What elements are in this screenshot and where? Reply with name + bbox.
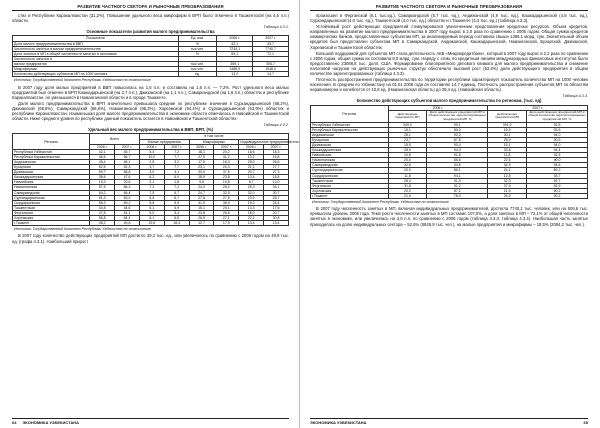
table-cell: 94,6 [427,163,488,168]
table-cell: 94,4 [527,148,588,153]
table-cell: 10,0 [139,154,164,159]
table-cell: 19,3 [90,180,115,185]
table-cell: 391,9 [488,122,527,127]
table-cell: 48,2 [90,221,115,226]
table-cell: 11,8 [388,173,427,178]
table-cell: 25,9 [488,193,527,198]
table-active-entities [310,105,588,199]
table-cell: 86,5 [427,158,488,163]
right-page [300,0,600,428]
table-cell: 17,5 [189,159,214,164]
table-cell: 6,9 [164,175,189,180]
table-cell: 24,7 [189,190,214,195]
row-label: Микрофирмах [13,67,179,72]
table-cell: 27,3 [264,170,289,175]
table-cell: 16,8 [264,154,289,159]
table-cell: 30,1 [488,132,527,137]
row-label: Сырдарьинская [311,173,389,178]
table-cell: 7,2 [139,185,164,190]
table-cell: 93,7 [527,173,588,178]
table-cell: 13,4 [239,221,264,226]
row-label: Кашкадарьинская [13,175,90,180]
table-cell: 32,6 [388,163,427,168]
footer-title: ЭКОНОМИКА УЗБЕКИСТАНА [310,420,367,425]
row-label: Джизакская [311,142,389,147]
table-cell: 28,7 [264,195,289,200]
table-cell: 52,3 [115,165,140,170]
running-head: РАЗВИТИЕ ЧАСТНОГО СЕКТОРА И РЫНОЧНЫЕ ПРЕОБРАЗОВАНИЯ [310,4,588,11]
table-cell: 12,8 [488,173,527,178]
table-cell: 2,8 [164,180,189,185]
row-label: Ташкентская [13,205,90,210]
table-cell: 16,9 [488,127,527,132]
table-cell: 94,1 [427,173,488,178]
table-cell: 90,2 [527,193,588,198]
table-cell: 26,0 [214,185,239,190]
table-cell: 69,1 [217,51,253,56]
table-cell: 24,1 [488,168,527,173]
table-cell: 21,6 [488,188,527,193]
table-cell: 21,6 [388,193,427,198]
table-cell: 5,1 [139,205,164,210]
table-cell: 56,8 [90,215,115,220]
paragraph: В 2007 году численность занятых в МП, включая индивидуальных предпринимателей, достигла 7740,1 тыс. человек, или на 506,6 тыс. превысила уровень 2006 года. Темп роста численности занятых в МП составил 107,0%, а доля занятых в МП – 72,1% от общей численности занятых в экономике, или увеличилась на 3,0 п.п. по сравнению с 2006 годом (таблица 4.3.3, таблица 4.3.4). Наибольшая часть занятых приходилась на долю индивидуальных сектора – 52,6% (5848,9 тыс. чел.), на малые предприятия и микрофирмы – 19,5% (2094,2 тыс. чел.). [310,206,588,227]
table-cell: 13,2 [239,154,264,159]
table-cell: 45,4 [90,159,115,164]
row-label: Доля малого предпринимательства в ВВП [13,41,179,46]
table-cell: % [178,51,217,56]
row-label: Численность занятых в малом предпринимательстве [13,46,179,51]
table-cell: 2,8 [139,159,164,164]
table-cell: 91,0 [427,178,488,183]
table-cell: 15,1 [189,205,214,210]
row-label: Андижанская [311,132,389,137]
page-number: 65 [583,420,588,425]
table-cell: 34,5 [90,205,115,210]
row-label: Джизакская [13,170,90,175]
row-label: Республика Каракалпакстан [311,127,389,132]
column-header: Регионы [13,134,90,149]
table-cell: 34,1 [264,185,289,190]
row-label: Ферганская [311,183,389,188]
table-cell: 52,5 [90,165,115,170]
table-cell: 3,7 [139,165,164,170]
table-cell: 12,0 [264,180,289,185]
table-cell: 93,5 [527,127,588,132]
table-cell: 27,7 [264,165,289,170]
paragraph: Устойчивый рост действующих предприятий стимулировался увеличением представления кредитных ресурсов. Объем кредитов, направленных на развитие малого предпринимательства в 2007 году вырос в 2,0 раза по сравнению с 2006 годом. Общая сумма кредитов коммерческих банков, предоставленных субъектам МП, за анализируемый период составила свыше 1396,1 млрд. сум. Значительный объем кредитов был предоставлен субъектам МП в Самаркандской, Андижанской, Кашкадарьинской, Наманганской, Бухарской, Джизакской, Хорезмской и Ташкентской областях. [310,24,588,50]
year-header: 2007 г. [264,144,289,149]
table-cell: 18,6 [239,149,264,154]
table-cell: 21,1 [239,165,264,170]
table-cell: 7234,1 [217,46,253,51]
table-cell: 92,7 [527,178,588,183]
row-label: Республика Узбекистан [13,149,90,154]
table-cell: 90,5 [527,137,588,142]
table-cell: 15,5 [388,142,427,147]
table-cell: 13,4 [239,175,264,180]
table-cell: 23,8 [214,175,239,180]
table-cell: 64,2 [90,190,115,195]
table-cell: 92,9 [527,183,588,188]
row-label: Сурхандарьинская [13,195,90,200]
table-cell: 306,7 [253,61,289,66]
table-cell: 94,3 [427,148,488,153]
row-label: Ферганская [13,210,90,215]
table-cell: 17,5 [264,205,289,210]
table-cell: 66,3 [115,185,140,190]
row-label: Наманганская [311,158,389,163]
column-header: Индивидуальные предприниматели [240,139,299,144]
year-header: 2007 г. [115,144,140,149]
table-cell: 69,2 [115,200,140,205]
table-cell: 12,7 [189,221,214,226]
table-cell: 24,4 [264,200,289,205]
table-cell: тыс.чел. [178,46,217,51]
table-cell: 18,3 [164,221,189,226]
table-cell: 34,9 [488,163,527,168]
column-header: в том числе [139,134,288,139]
row-label: Хорезмская [13,215,90,220]
table-cell: 89,0 [427,127,488,132]
table-cell: 1488,9 [217,67,253,72]
row-label: г.Ташкент [311,193,389,198]
table-cell: 7740,7 [253,46,289,51]
footer-title: ЭКОНОМИКА УЗБЕКИСТАНА [22,420,79,425]
row-label: Ташкентская [311,178,389,183]
table-cell: 57,5 [90,185,115,190]
row-label: Самаркандская [13,190,90,195]
table-cell: 90,1 [427,122,488,127]
table-cell: 25,0 [239,159,264,164]
column-header: 2007 г. [488,105,588,110]
column-header: Действующие предприятия МП [488,110,527,122]
table-cell: 20,0 [388,158,427,163]
table-cell: 44,6 [115,205,140,210]
table-cell: 64,4 [115,215,140,220]
table-cell: 45,7 [115,149,140,154]
paragraph: произошел в Ферганской (6,1 тыс.ед.), Самаркандской (5,7 тыс. ед.), Андижанской (4,9 тыс. ед.), Кашкадарьинской (4,8 тыс. ед.), Сурхандарьинской (4,0 тыс. ед.), Ташкентской (4,0 тыс. ед.) областях и г.Ташкенте (4,3 тыс. ед.) (таблица 4.3.3). [310,13,588,24]
table-cell: 68,8 [115,170,140,175]
row-label: Доля занятых в МП в общей численности занятых в экономике [13,51,179,56]
table-cell: 20,7 [239,170,264,175]
table-cell: 13,3 [239,205,264,210]
table-cell: 87,5 [427,137,488,142]
table-cell: 32,0 [239,190,264,195]
table-cell: 20,0 [388,168,427,173]
table-cell: 20,6 [115,180,140,185]
table-cell: 5,9 [164,200,189,205]
table-cell: 37,5 [214,170,239,175]
table-cell: 16,1 [488,142,527,147]
table-cell: 47,8 [90,210,115,215]
year-header: 2006 г. [90,144,115,149]
table-cell: 7,5 [139,190,164,195]
table-cell: 18,1 [189,149,214,154]
table-cell: 5,4 [139,149,164,154]
table-cell: 7,7 [164,165,189,170]
table-cell: 5,4 [164,210,189,215]
table-cell: 6,7 [164,195,189,200]
table-cell: 56,7 [115,154,140,159]
row-label: Самаркандская [311,163,389,168]
table-cell: 6,9 [164,205,189,210]
table-cell: 91,6 [427,153,488,158]
table-sme-share [12,133,299,226]
row-label: Республика Узбекистан [311,122,389,127]
table-cell: 31,8 [388,183,427,188]
row-label: Навоийская [311,153,389,158]
table-cell: 90,4 [427,142,488,147]
table-cell: 20,1 [214,205,239,210]
year-header: 2006 г. [189,144,214,149]
table-cell: 14,7 [253,72,289,77]
page-footer [310,418,588,425]
table-cell: 63,9 [115,195,140,200]
table-cell: 90,0 [527,158,588,163]
table-cell: 25,3 [239,185,264,190]
paragraph: стях и Республике Каракалпакстан (31,2%). Повышение удельного веса микрофирм в ВРП было отмечено в Ташкентской (на 4,6 п.п.) области. [12,13,289,24]
table-cell: 56,3 [90,200,115,205]
table-cell: 18,3 [264,149,289,154]
table-cell: 7,2 [164,149,189,154]
table-cell: 27,5 [189,154,214,159]
table-cell: 22,2 [239,215,264,220]
table-title: Количество действующих субъектов малого предпринимательства по регионам, (тыс. ед) [356,97,542,103]
table-cell: 46,6 [90,154,115,159]
table-cell: 32,0 [214,190,239,195]
page-footer [12,418,289,425]
table-cell: 38,6 [90,175,115,180]
table-source: Источник: Государственный Комитет Республики Узбекистан по статистике [14,227,151,232]
row-label: Андижанская [13,159,90,164]
table-cell: ед. [178,72,217,77]
table-cell: 3,0 [139,170,164,175]
year-header: 2006 г. [139,144,164,149]
row-label: Навоийская [13,180,90,185]
table-cell: 23,1 [189,165,214,170]
table-cell: 6,1 [139,215,164,220]
table-cell: 28,9 [388,148,427,153]
row-label: малом предприятии [13,61,179,66]
table-cell: 20,2 [214,149,239,154]
table-cell: 59,7 [90,170,115,175]
table-cell: 94,6 [527,163,588,168]
year-header: 2007 г. [164,144,189,149]
column-header: Регионы [311,105,389,122]
table-cell: 86,1 [427,168,488,173]
table-row [311,193,588,198]
table-cell: 13,4 [264,221,289,226]
table-cell: 30,7 [264,190,289,195]
table-cell: 349,0 [388,122,427,127]
table-cell: 13,2 [217,72,253,77]
table-cell: 45,7 [253,41,289,46]
column-header: Доля действующих предприятий МП в общем количестве зарегистрированных предприятий МП, % [428,109,487,121]
table-cell: 92,8 [527,122,588,127]
table-cell: 32,3 [488,178,527,183]
table-cell: 66,4 [115,190,140,195]
column-header: Микрофирмы [189,139,239,144]
table-cell: 26,5 [189,215,214,220]
table-source: Источник: Государственный Комитет Республики Узбекистан по статистике [312,199,449,204]
table-cell: 20,7 [264,210,289,215]
table-cell: 7,2 [164,185,189,190]
table-cell: 28,3 [388,178,427,183]
column-header: Действующие предприятия МП [388,110,427,122]
column-header: Ед. изм. [178,36,217,41]
table-cell: тыс.чел. [178,61,217,66]
column-header: Показатели [13,36,179,41]
table-cell: 25,6 [214,210,239,215]
paragraph: В 2007 году количество действующих предприятий МП достигло 39,2 тыс. ед., или увеличилось по сравнению с 2006 годом на 49,9 тыс. ед. (графа 4.3.1). Наибольший прирост [12,233,289,244]
table-main-indicators [12,35,289,77]
table-cell: 10,8 [214,180,239,185]
paragraph: Большой поддержкой для субъектов МП стала деятельность АКБ «Микрокредитбанк», который в 2007 году вырос в 2,2 раза по сравнению с 2006 годом, общая сумма их составила 8,0 млрд. сум. Наряду с этим, по кредитным линиям международных финансовых институтов было предоставлено 23088,8 тыс. долл. США. Формирование благоприятного делового климата для малого предпринимательства и снижение налоговой нагрузки на действующих рыночных структур обеспечило высокий рост (92,8%) доли действующего предприятия в общем количестве зарегистрированных (таблица 4.3.3). [310,50,588,77]
table-cell: 16,8 [264,175,289,180]
table-cell: 31,2 [214,154,239,159]
table-cell: 33,8 [488,148,527,153]
table-cell: 51,1 [115,210,140,215]
table-cell: 23,9 [239,195,264,200]
table-cell: 27,5 [214,195,239,200]
column-header: Малые предприятия [139,139,189,144]
table-cell: 11,8 [488,153,527,158]
table-title: Удельный вес малого предпринимательства в ВВП, ВРП, (%) [88,126,213,132]
table-cell: 26,6 [264,159,289,164]
table-cell: 25,9 [488,137,527,142]
table-label: Таблица 4.3.1. [263,25,289,30]
year-header: 2006 г. [239,144,264,149]
table-cell: 49,6 [115,221,140,226]
paragraph: В 2007 году доля малых предприятий в ВВП повысилась на 1,6 п.п. и составила на 1,6 п.п. — 7,2%. Рост удельного веса малых предприятий был отмечен в ВРП Кашкадарьинской (на 2,7 п.п.), Джизакской (на 1,1 п.п.), Самаркандской (на 1,8 п.п.) областях и республике Каракалпакстан, но уменьшился в Наманганской области и в городе Ташкенте. [12,84,289,100]
table-cell: 20,0 [214,165,239,170]
column-header: Всего [90,134,140,144]
table-cell: 1548,0 [253,67,289,72]
table-cell: 2,1 [139,180,164,185]
table-cell: 6,5 [164,215,189,220]
column-header: Доля действующих предприятий МП в общем количестве зарегистрированных предприятий МП, % [528,109,586,121]
table-cell: 23,8 [189,210,214,215]
table-cell: 17,9 [214,221,239,226]
table-cell: 24,0 [189,185,214,190]
table-source: Источник: Государственный Комитет Республики Узбекистан по статистике [14,78,151,83]
table-cell: 23,7 [388,137,427,142]
row-label: Численность занятых в [13,56,179,61]
table-row [13,72,289,77]
table-cell: 72,1 [253,51,289,56]
table-cell: 18,9 [189,175,214,180]
table-cell: 92,2 [427,132,488,137]
table-cell: 30,0 [189,170,214,175]
table-cell: 90,2 [527,188,588,193]
column-header: 2007 г. [253,36,289,41]
table-cell: 18,0 [239,210,264,215]
row-label: Количество действующих субъектов МП на 1000 человек [13,72,179,77]
paragraph: Плотность распространения предпринимательства по территории республики характеризует показатель количества МП на 1000 человек населения. В среднем по Узбекистану на 01.01.2008 года он составлял 14,7 единиц. Плотность распространения субъектов МП по областям неравномерна и колеблется от 10,8 ед. (Наманганская область) до 28,4 ед. (Навоийская область). [310,77,588,93]
table-cell: 41,5 [189,200,214,205]
table-cell: 6,6 [139,195,164,200]
table-cell: 46,1 [115,159,140,164]
table-cell: 94,0 [527,142,588,147]
row-label: г.Ташкент [13,221,90,226]
table-cell: 27,8 [189,195,214,200]
table-label: Таблица 4.3.2. [263,123,289,128]
table-cell: 15,1 [388,127,427,132]
table-cell: 30,8 [264,215,289,220]
table-cell: 7,7 [164,154,189,159]
table-cell: 42,1 [90,149,115,154]
table-cell: 19,6 [139,221,164,226]
table-label: Таблица 4.3.3. [562,94,588,99]
table-row [13,154,289,159]
table-cell: 6,2 [139,175,164,180]
table-cell: 6,7 [239,180,264,185]
row-label: Сырдарьинская [13,200,90,205]
row-label: Бухарская [311,137,389,142]
column-header: 2006 г. [217,36,253,41]
table-cell: 22,6 [488,158,527,163]
table-cell: 20,0 [388,188,427,193]
table-cell: 89,2 [527,168,588,173]
table-cell: 61,3 [90,195,115,200]
paragraph: Доля малого предпринимательства в ВРП значительно превышала средние по республике значения в Сурхандарьинской (68,2%), Джизакской (68,5%), Самаркандской (66,6%), Наманганской (66,3%), Хорезмской (64,4%) и Сурхандарьинской (63,9%) областях и республике Каракалпакстан. Наименьшая доля малого предпринимательства в экономике области отмечалась в Навоийской и Ташкентской области. Ниже среднего уровня по республике данный показатель остается в Навоийской и Ташкентской областях. [12,100,289,122]
table-cell: 28,1 [388,132,427,137]
table-cell: 42,1 [217,41,253,46]
row-label: Бухарская [13,165,90,170]
table-cell: 16,3 [214,159,239,164]
table-row [13,221,289,226]
row-label: Республика Каракалпакстан [13,154,90,159]
table-cell: 38,9 [214,200,239,205]
table-cell: 78,0 [427,193,488,198]
table-cell: 5,8 [139,200,164,205]
table-cell: % [178,41,217,46]
table-cell: 10,8 [388,153,427,158]
table-cell: 91,2 [427,183,488,188]
row-label: Кашкадарьинская [311,148,389,153]
table-cell: тыс.чел. [178,67,217,72]
table-cell: 6,7 [164,190,189,195]
row-label: Наманганская [13,185,90,190]
table-cell: 359,1 [217,61,253,66]
table-cell: 27,1 [214,215,239,220]
running-head: РАЗВИТИЕ ЧАСТНОГО СЕКТОРА И РЫНОЧНЫЕ ПРЕОБРАЗОВАНИЯ [12,4,289,11]
table-cell: 5,0 [139,210,164,215]
row-label: Сурхандарьинская [311,168,389,173]
table-cell: 3,2 [164,159,189,164]
table-cell: 37,9 [488,183,527,188]
table-cell: 4,1 [164,170,189,175]
page-number: 64 [12,420,17,425]
table-cell: 92,5 [527,153,588,158]
year-header: 2007 г. [214,144,239,149]
column-header: 2006 г. [388,105,488,110]
table-cell: 94,0 [527,132,588,137]
row-label: Хорезмская [311,188,389,193]
table-title: Основные показатели развития малого предпринимательства [86,28,215,34]
table-cell: 47,6 [115,175,140,180]
table-cell: 87,1 [427,188,488,193]
table-cell: 9,5 [189,180,214,185]
table-cell: 19,0 [239,200,264,205]
